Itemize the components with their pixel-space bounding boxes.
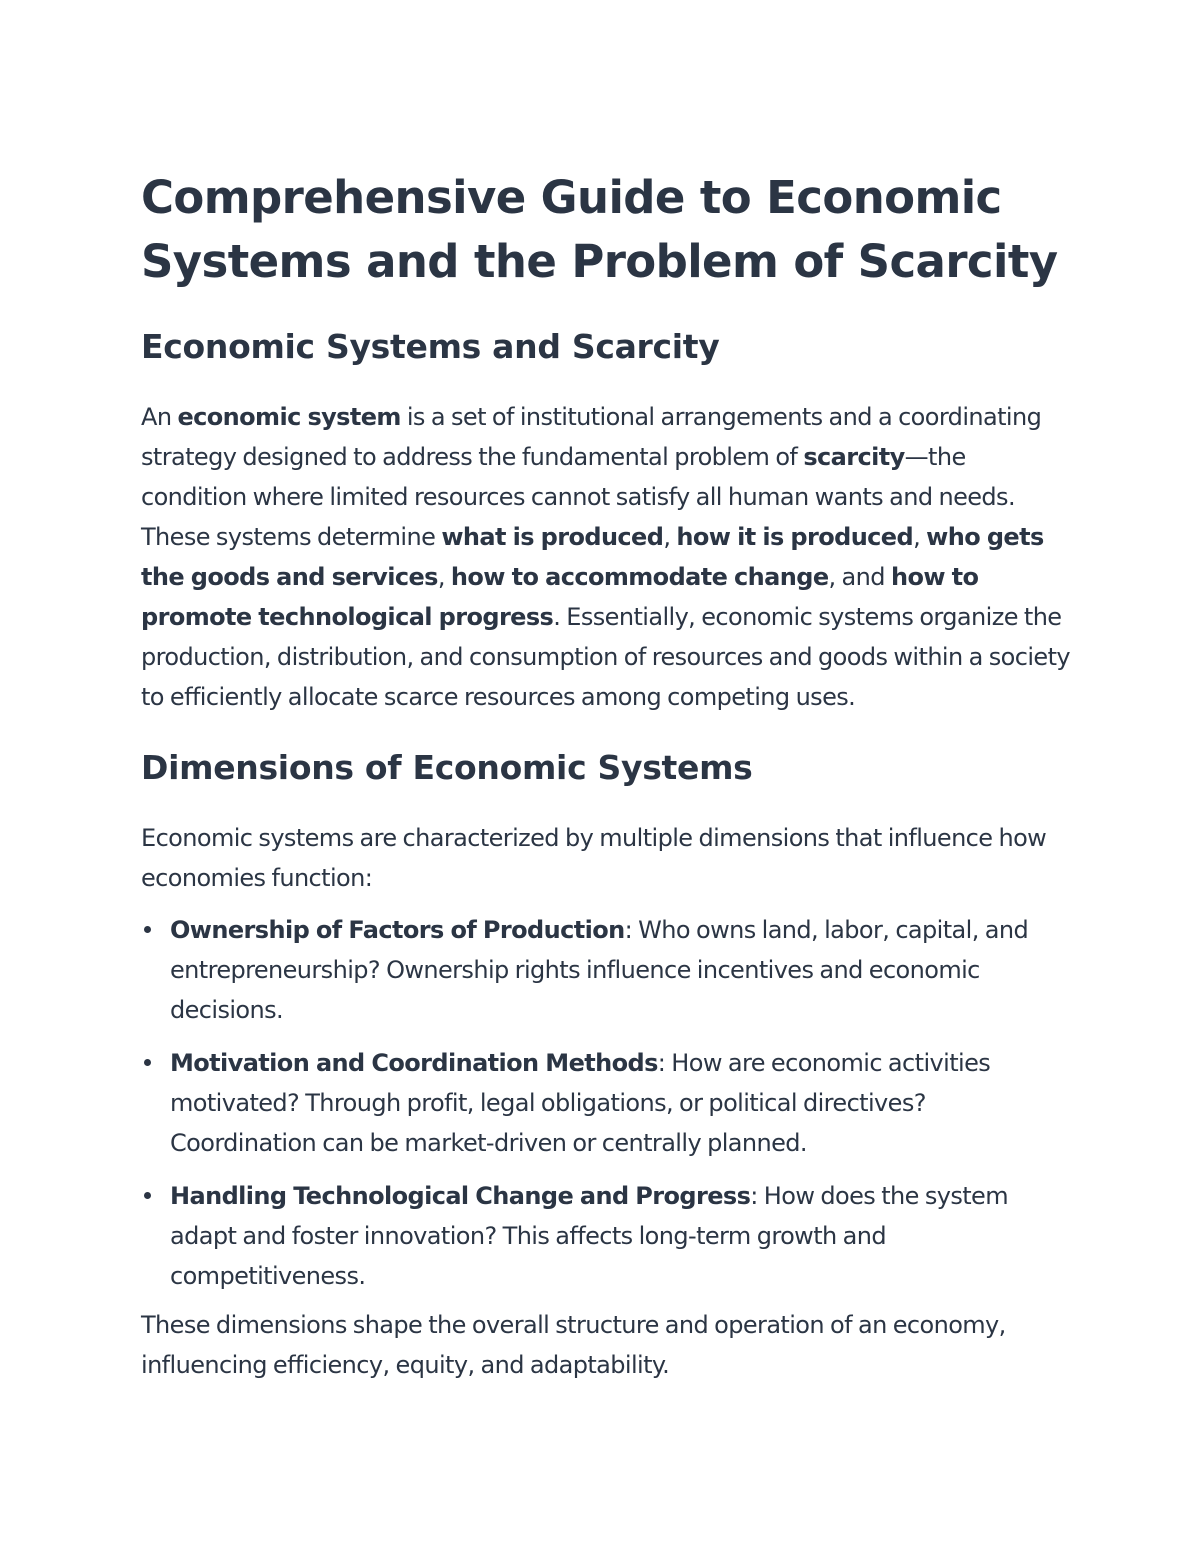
text-run: An (141, 403, 178, 431)
bold-term-technological-progress: how to promote technological progress (141, 563, 979, 631)
document-page (141, 166, 1071, 1385)
text-run: is a set of institutional arrangements and a coordinating strategy designed to address the fundamental problem of (141, 403, 1042, 471)
bold-term-scarcity: scarcity (803, 443, 905, 471)
list-item (141, 1176, 1071, 1296)
section-heading-economic-systems-and-scarcity: Economic Systems and Scarcity (141, 327, 720, 366)
bullet-icon (144, 926, 151, 933)
list-item-separator: : (624, 916, 639, 944)
bullet-icon (144, 1192, 151, 1199)
text-run: , (437, 563, 451, 591)
list-item-term: Motivation and Coordination Methods (170, 1049, 658, 1077)
text-run: , and (828, 563, 891, 591)
paragraph-dimensions-closing: These dimensions shape the overall structure and operation of an economy, influencing efficiency, equity, and adaptability. (141, 1311, 1006, 1379)
list-item-separator: : (750, 1182, 764, 1210)
text-run: , (663, 523, 677, 551)
paragraph-dimensions-intro: Economic systems are characterized by multiple dimensions that influence how economies function: (141, 824, 1047, 892)
dimensions-list (141, 910, 1071, 1296)
text-run: . Essentially, economic systems organize the production, distribution, and consumption of resources and goods within a society to efficiently allocate scarce resources among competing uses. (141, 603, 1070, 711)
list-item-text: Who owns land, labor, capital, and entrepreneurship? Ownership rights influence incentives and economic decisions. (170, 916, 1029, 1024)
text-run: , (913, 523, 927, 551)
section-heading-dimensions: Dimensions of Economic Systems (141, 748, 753, 787)
bullet-icon (144, 1059, 151, 1066)
list-item (141, 1043, 1071, 1163)
bold-term-who-gets-goods: who gets the goods and services (141, 523, 1044, 591)
list-item (141, 910, 1071, 1030)
list-item-text: How are economic activities motivated? Through profit, legal obligations, or political directives? Coordination can be market-driven or centrally planned. (170, 1049, 991, 1157)
list-item-term: Handling Technological Change and Progress (170, 1182, 751, 1210)
paragraph-economic-system-definition (141, 397, 1071, 717)
bold-term-accommodate-change: how to accommodate change (450, 563, 829, 591)
document-title: Comprehensive Guide to Economic Systems and the Problem of Scarcity (141, 171, 1058, 288)
bold-term-economic-system: economic system (177, 403, 401, 431)
list-item-text: How does the system adapt and foster innovation? This affects long-term growth and competitiveness. (170, 1182, 1008, 1290)
bold-term-what-is-produced: what is produced (441, 523, 664, 551)
text-run: —the condition where limited resources cannot satisfy all human wants and needs. These systems determine (141, 443, 1015, 551)
list-item-separator: : (657, 1049, 672, 1077)
bold-term-how-it-is-produced: how it is produced (676, 523, 914, 551)
list-item-term: Ownership of Factors of Production (170, 916, 625, 944)
